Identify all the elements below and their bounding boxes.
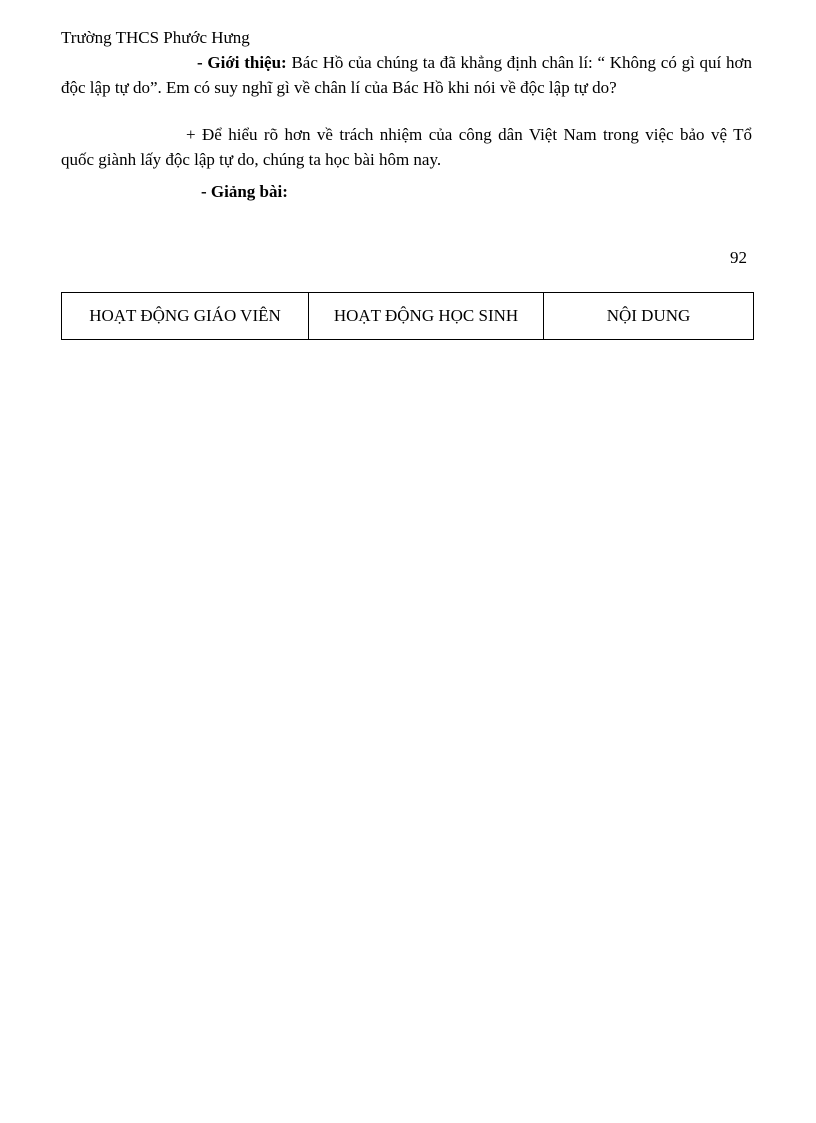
activities-table xyxy=(61,292,754,340)
column-header-teacher: HOẠT ĐỘNG GIÁO VIÊN xyxy=(62,293,309,340)
lecture-label: - Giảng bài: xyxy=(201,182,288,201)
intro-paragraph xyxy=(61,50,752,100)
table-header-row xyxy=(62,293,754,340)
page-number: 92 xyxy=(730,248,747,267)
column-header-student: HOẠT ĐỘNG HỌC SINH xyxy=(309,293,544,340)
purpose-paragraph: + Để hiểu rõ hơn về trách nhiệm của công dân Việt Nam trong việc bảo vệ Tổ quốc giành lấy độc lập tự do, chúng ta học bài hôm nay. xyxy=(61,125,752,169)
intro-text: Bác Hồ của chúng ta đã khẳng định chân lí: “ Không có gì quí hơn độc lập tự do”. Em có suy nghĩ gì về chân lí của Bác Hồ khi nói về độc lập tự do? xyxy=(61,53,752,97)
intro-label: - Giới thiệu: xyxy=(197,53,287,72)
school-header: Trường THCS Phước Hưng xyxy=(61,28,250,47)
column-header-content: NỘI DUNG xyxy=(544,293,754,340)
